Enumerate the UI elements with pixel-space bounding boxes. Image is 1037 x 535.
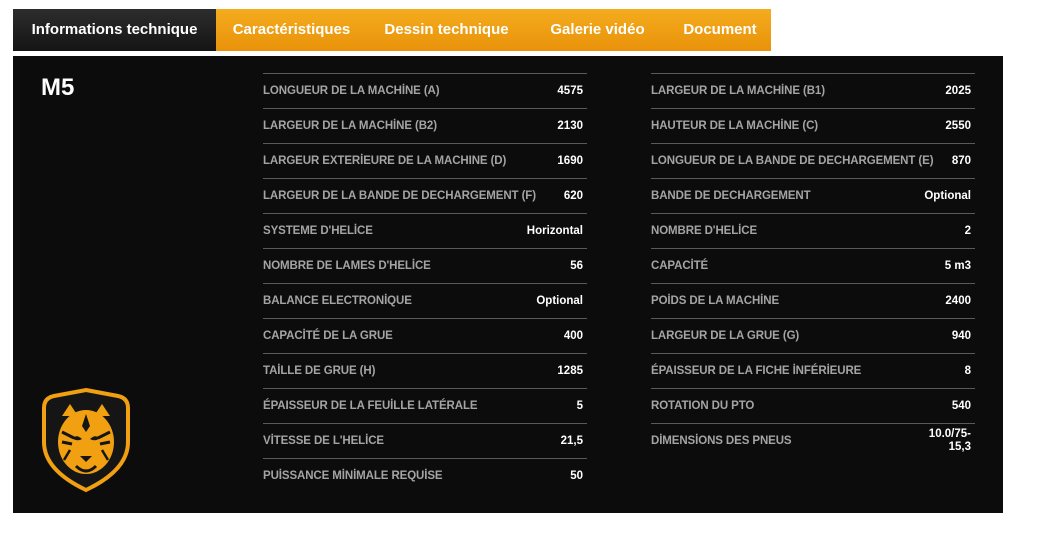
spec-value: 56 — [570, 259, 583, 272]
spec-value: 2025 — [945, 84, 971, 97]
spec-row — [263, 423, 587, 458]
spec-value: 50 — [570, 469, 583, 482]
spec-value: Optional — [924, 189, 971, 202]
model-title: M5 — [41, 74, 75, 101]
spec-value: 620 — [563, 189, 583, 202]
spec-value: Horizontal — [526, 224, 583, 237]
spec-label: LARGEUR DE LA MACHİNE (B2) — [263, 120, 437, 132]
spec-row — [263, 283, 587, 318]
spec-value: 540 — [951, 399, 971, 412]
tab-bar — [13, 9, 771, 51]
spec-value: 21,5 — [560, 434, 583, 447]
spec-row — [651, 248, 975, 283]
spec-row — [263, 318, 587, 353]
spec-value: 10.0/75- 15,3 — [928, 428, 971, 453]
spec-label: CAPACİTÉ DE LA GRUE — [263, 330, 393, 342]
spec-label: ÉPAISSEUR DE LA FEUİLLE LATÉRALE — [263, 400, 478, 412]
spec-label: TAİLLE DE GRUE (H) — [263, 365, 376, 377]
spec-label: VİTESSE DE L'HELİCE — [263, 435, 384, 447]
spec-value: 2550 — [945, 119, 971, 132]
spec-label: PUİSSANCE MİNİMALE REQUİSE — [263, 470, 443, 482]
tab-dessin-technique[interactable]: Dessin technique — [367, 9, 526, 51]
spec-label: BALANCE ELECTRONİQUE — [263, 295, 412, 307]
spec-value: 2 — [964, 224, 971, 237]
spec-panel — [13, 56, 1003, 513]
spec-row — [651, 108, 975, 143]
spec-label: LARGEUR EXTERİEURE DE LA MACHINE (D) — [263, 155, 507, 167]
spec-row — [263, 353, 587, 388]
spec-value: 1690 — [557, 154, 583, 167]
spec-value: 5 — [576, 399, 583, 412]
spec-row — [263, 388, 587, 423]
spec-value: Optional — [536, 294, 583, 307]
spec-row — [651, 353, 975, 388]
spec-label: SYSTEME D'HELİCE — [263, 225, 373, 237]
spec-row — [263, 73, 587, 108]
spec-row — [263, 178, 587, 213]
spec-label: DİMENSİONS DES PNEUS — [651, 435, 792, 447]
spec-label: POİDS DE LA MACHİNE — [651, 295, 780, 307]
spec-column-right — [651, 73, 975, 458]
spec-value: 4575 — [557, 84, 583, 97]
spec-value: 2130 — [557, 119, 583, 132]
spec-label: NOMBRE DE LAMES D'HELİCE — [263, 260, 431, 272]
spec-label: HAUTEUR DE LA MACHİNE (C) — [651, 120, 819, 132]
tab-caracteristiques[interactable]: Caractéristiques — [216, 9, 367, 51]
spec-row — [263, 458, 587, 493]
spec-value: 8 — [964, 364, 971, 377]
spec-label: LARGEUR DE LA BANDE DE DECHARGEMENT (F) — [263, 190, 536, 202]
spec-label: NOMBRE D'HELİCE — [651, 225, 758, 237]
spec-row — [651, 318, 975, 353]
spec-row — [263, 213, 587, 248]
tab-document[interactable]: Document — [669, 9, 771, 51]
spec-label: CAPACİTÉ — [651, 260, 709, 272]
spec-value: 870 — [951, 154, 971, 167]
spec-value: 1285 — [557, 364, 583, 377]
spec-label: LONGUEUR DE LA MACHİNE (A) — [263, 85, 440, 97]
spec-row — [651, 388, 975, 423]
spec-value: 400 — [563, 329, 583, 342]
spec-row — [651, 73, 975, 108]
spec-value: 940 — [951, 329, 971, 342]
spec-row — [651, 213, 975, 248]
spec-row — [651, 283, 975, 318]
spec-value: 5 m3 — [944, 259, 971, 272]
spec-label: ROTATION DU PTO — [651, 400, 755, 412]
tab-galerie-video[interactable]: Galerie vidéo — [526, 9, 669, 51]
spec-label: ÉPAISSEUR DE LA FICHE İNFÉRİEURE — [651, 365, 862, 377]
spec-row — [263, 108, 587, 143]
spec-row — [651, 423, 975, 458]
spec-column-left — [263, 73, 587, 493]
spec-row — [263, 248, 587, 283]
spec-label: LARGEUR DE LA MACHİNE (B1) — [651, 85, 825, 97]
tiger-shield-icon — [40, 386, 132, 494]
spec-row — [651, 178, 975, 213]
tab-informations-technique[interactable]: Informations technique — [13, 9, 216, 51]
spec-value: 2400 — [945, 294, 971, 307]
spec-label: BANDE DE DECHARGEMENT — [651, 190, 811, 202]
spec-row — [263, 143, 587, 178]
spec-row — [651, 143, 975, 178]
spec-label: LARGEUR DE LA GRUE (G) — [651, 330, 800, 342]
spec-label: LONGUEUR DE LA BANDE DE DECHARGEMENT (E) — [651, 155, 934, 167]
